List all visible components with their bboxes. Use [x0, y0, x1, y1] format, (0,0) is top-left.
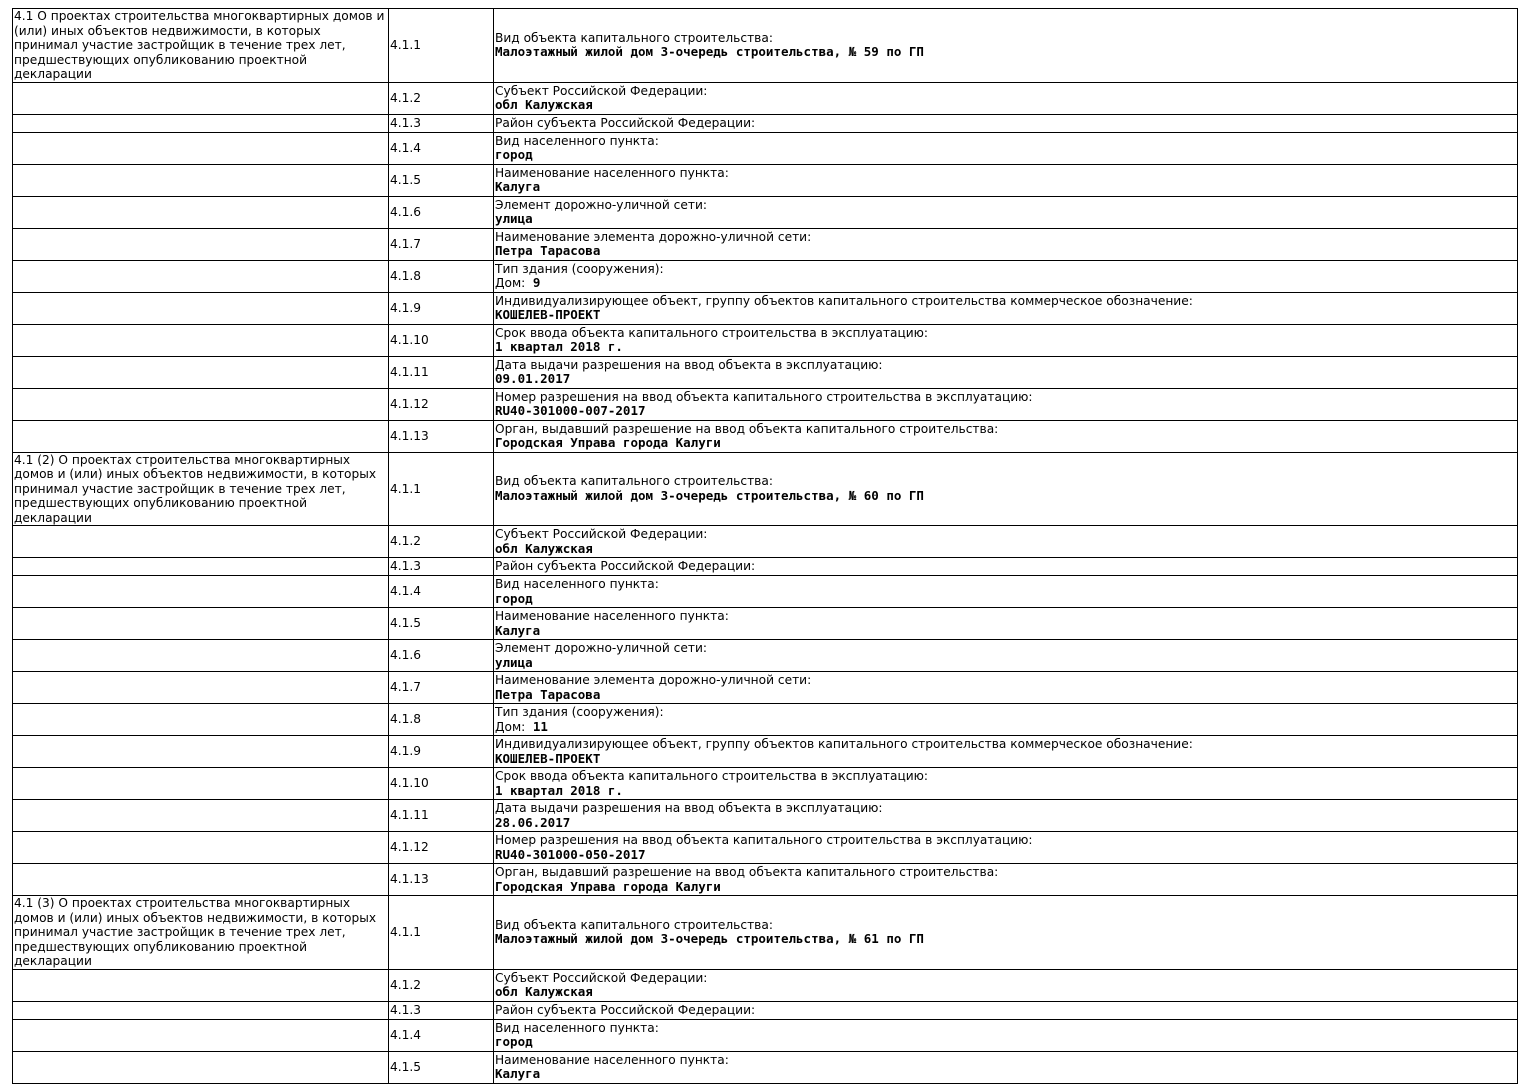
empty-cell: [13, 1051, 389, 1083]
item-label: Вид населенного пункта:: [495, 577, 659, 591]
item-label: Вид объекта капитального строительства:: [495, 917, 773, 932]
item-content: [494, 292, 1518, 324]
item-number: 4.1.8: [389, 704, 494, 736]
item-value-text: улица: [495, 211, 533, 226]
item-label: Индивидуализирующее объект, группу объектов капитального строительства коммерческое обозначение:: [495, 737, 1193, 751]
item-value: [495, 752, 1516, 767]
item-content: [494, 1051, 1518, 1083]
item-label: Район субъекта Российской Федерации:: [495, 559, 756, 574]
table-row: [13, 228, 1518, 260]
empty-cell: [13, 800, 389, 832]
table-row: [13, 324, 1518, 356]
table-row: [13, 1001, 1518, 1019]
item-number: 4.1.5: [389, 1051, 494, 1083]
item-number: 4.1.6: [389, 640, 494, 672]
item-label: Район субъекта Российской Федерации:: [495, 115, 756, 130]
item-value-prefix: Дом:: [495, 719, 526, 734]
item-number: 4.1.2: [389, 969, 494, 1001]
item-label: Субъект Российской Федерации:: [495, 970, 708, 985]
table-row: [13, 832, 1518, 864]
item-value-text: обл Калужская: [495, 540, 593, 556]
table-row: [13, 292, 1518, 324]
empty-cell: [13, 526, 389, 558]
empty-cell: [13, 1019, 389, 1051]
empty-cell: [13, 640, 389, 672]
item-content: [494, 420, 1518, 452]
empty-cell: [13, 292, 389, 324]
item-value: [495, 489, 1516, 504]
empty-cell: [13, 832, 389, 864]
table-row: [13, 864, 1518, 896]
item-number: 4.1.13: [389, 864, 494, 896]
table-row: [13, 736, 1518, 768]
empty-cell: [13, 1001, 389, 1019]
empty-cell: [13, 558, 389, 576]
item-content: [494, 1001, 1518, 1019]
item-label: Дата выдачи разрешения на ввод объекта в эксплуатацию:: [495, 801, 883, 815]
item-number: 4.1.10: [389, 324, 494, 356]
item-value: [495, 98, 1516, 113]
item-content: [494, 114, 1518, 132]
item-value-text: обл Калужская: [495, 984, 593, 999]
item-label: Элемент дорожно-уличной сети:: [495, 197, 707, 212]
item-value-text: 28.06.2017: [495, 814, 571, 830]
item-label: Тип здания (сооружения):: [495, 261, 664, 276]
item-number: 4.1.3: [389, 1001, 494, 1019]
item-value-text: 11: [532, 718, 548, 734]
item-value: [495, 404, 1516, 419]
section-title-cell: [13, 9, 389, 83]
item-content: [494, 558, 1518, 576]
item-content: [494, 132, 1518, 164]
item-label: Наименование населенного пункта:: [495, 609, 729, 623]
item-label: Вид населенного пункта:: [495, 133, 659, 148]
item-number: 4.1.5: [389, 164, 494, 196]
empty-cell: [13, 260, 389, 292]
item-value-text: 1 квартал 2018 г.: [495, 339, 623, 354]
section-title-cell: [13, 896, 389, 970]
empty-cell: [13, 576, 389, 608]
empty-cell: [13, 164, 389, 196]
table-row: [13, 260, 1518, 292]
empty-cell: [13, 672, 389, 704]
item-number: 4.1.4: [389, 1019, 494, 1051]
item-number: 4.1.1: [389, 9, 494, 83]
item-value-text: город: [495, 147, 533, 162]
table-row: [13, 356, 1518, 388]
item-content: [494, 832, 1518, 864]
item-value: [495, 542, 1516, 557]
item-value-text: Калуга: [495, 179, 541, 194]
item-label: Срок ввода объекта капитального строительства в эксплуатацию:: [495, 769, 929, 783]
item-value-text: RU40-301000-007-2017: [495, 403, 646, 418]
item-number: 4.1.7: [389, 672, 494, 704]
item-content: [494, 864, 1518, 896]
item-value: [495, 180, 1516, 195]
item-label: Вид населенного пункта:: [495, 1020, 659, 1035]
table-row: [13, 576, 1518, 608]
item-value-text: КОШЕЛЕВ-ПРОЕКТ: [495, 307, 601, 322]
declaration-table: [12, 8, 1518, 1084]
empty-cell: [13, 608, 389, 640]
item-content: [494, 969, 1518, 1001]
empty-cell: [13, 864, 389, 896]
item-content: [494, 82, 1518, 114]
item-value-text: город: [495, 590, 533, 606]
item-content: [494, 388, 1518, 420]
item-content: [494, 608, 1518, 640]
item-label: Наименование элемента дорожно-уличной сети:: [495, 229, 812, 244]
item-value: [495, 148, 1516, 163]
item-value-text: RU40-301000-050-2017: [495, 846, 646, 862]
item-value-text: Калуга: [495, 622, 541, 638]
item-value: [495, 276, 1516, 291]
item-number: 4.1.2: [389, 82, 494, 114]
empty-cell: [13, 768, 389, 800]
declaration-table-body: [13, 9, 1518, 1084]
item-content: [494, 896, 1518, 970]
item-value: [495, 932, 1516, 947]
item-value-text: Городская Управа города Калуги: [495, 435, 721, 450]
item-label: Орган, выдавший разрешение на ввод объекта капитального строительства:: [495, 865, 999, 879]
table-row: [13, 800, 1518, 832]
item-number: 4.1.1: [389, 896, 494, 970]
item-number: 4.1.4: [389, 132, 494, 164]
item-number: 4.1.6: [389, 196, 494, 228]
empty-cell: [13, 132, 389, 164]
item-content: [494, 672, 1518, 704]
item-value-prefix: Дом:: [495, 276, 526, 290]
empty-cell: [13, 704, 389, 736]
item-content: [494, 768, 1518, 800]
table-row: [13, 672, 1518, 704]
item-label: Наименование элемента дорожно-уличной сети:: [495, 673, 812, 687]
item-value: [495, 212, 1516, 227]
item-content: [494, 196, 1518, 228]
item-number: 4.1.11: [389, 800, 494, 832]
empty-cell: [13, 196, 389, 228]
section-title: 4.1 О проектах строительства многоквартирных домов и (или) иных объектов недвижимости, в которых принимал участие застройщик в течение трех лет, предшествующих опубликованию проектной декларации: [14, 9, 385, 81]
item-value: [495, 244, 1516, 259]
item-content: [494, 800, 1518, 832]
item-value-text: обл Калужская: [495, 97, 593, 112]
item-value: [495, 880, 1516, 895]
table-row: [13, 526, 1518, 558]
item-number: 4.1.3: [389, 114, 494, 132]
item-number: 4.1.5: [389, 608, 494, 640]
section-title: 4.1 (3) О проектах строительства многоквартирных домов и (или) иных объектов недвижимости, в которых принимал участие застройщик в течение трех лет, предшествующих опубликованию проектной декларации: [14, 896, 377, 968]
item-content: [494, 1019, 1518, 1051]
item-value: [495, 308, 1516, 323]
empty-cell: [13, 969, 389, 1001]
item-value: [495, 720, 1516, 735]
item-number: 4.1.1: [389, 452, 494, 526]
table-row: [13, 420, 1518, 452]
table-row: [13, 608, 1518, 640]
item-value-text: Малоэтажный жилой дом 3-очередь строительства, № 61 по ГП: [495, 931, 924, 947]
table-row: [13, 114, 1518, 132]
item-label: Наименование населенного пункта:: [495, 1052, 729, 1067]
item-value: [495, 45, 1516, 60]
item-content: [494, 356, 1518, 388]
item-label: Элемент дорожно-уличной сети:: [495, 641, 707, 655]
item-number: 4.1.3: [389, 558, 494, 576]
item-number: 4.1.12: [389, 388, 494, 420]
item-value: [495, 340, 1516, 355]
empty-cell: [13, 420, 389, 452]
empty-cell: [13, 736, 389, 768]
table-row: [13, 196, 1518, 228]
item-content: [494, 704, 1518, 736]
item-number: 4.1.9: [389, 292, 494, 324]
empty-cell: [13, 388, 389, 420]
table-row: [13, 164, 1518, 196]
table-row: [13, 1051, 1518, 1083]
item-label: Орган, выдавший разрешение на ввод объекта капитального строительства:: [495, 421, 999, 436]
empty-cell: [13, 324, 389, 356]
item-label: Вид объекта капитального строительства:: [495, 474, 773, 489]
table-row: [13, 896, 1518, 970]
item-content: [494, 640, 1518, 672]
item-number: 4.1.13: [389, 420, 494, 452]
item-number: 4.1.10: [389, 768, 494, 800]
item-value-text: Калуга: [495, 1066, 541, 1081]
item-label: Район субъекта Российской Федерации:: [495, 1002, 756, 1017]
item-value-text: Городская Управа города Калуги: [495, 878, 721, 894]
item-value: [495, 436, 1516, 451]
item-content: [494, 9, 1518, 83]
item-content: [494, 324, 1518, 356]
table-row: [13, 388, 1518, 420]
item-value-text: улица: [495, 654, 533, 670]
item-value-text: 9: [532, 275, 541, 290]
item-value-text: КОШЕЛЕВ-ПРОЕКТ: [495, 750, 601, 766]
table-row: [13, 640, 1518, 672]
item-label: Индивидуализирующее объект, группу объектов капитального строительства коммерческое обозначение:: [495, 293, 1193, 308]
item-number: 4.1.11: [389, 356, 494, 388]
item-value: [495, 592, 1516, 607]
item-number: 4.1.4: [389, 576, 494, 608]
table-row: [13, 452, 1518, 526]
item-content: [494, 228, 1518, 260]
item-value-text: 09.01.2017: [495, 371, 571, 386]
empty-cell: [13, 356, 389, 388]
item-label: Субъект Российской Федерации:: [495, 527, 708, 541]
section-title: 4.1 (2) О проектах строительства многоквартирных домов и (или) иных объектов недвижимости, в которых принимал участие застройщик в течение трех лет, предшествующих опубликованию проектной декларации: [14, 452, 377, 525]
section-title-cell: [13, 452, 389, 526]
item-value-text: Малоэтажный жилой дом 3-очередь строительства, № 59 по ГП: [495, 44, 924, 60]
item-content: [494, 260, 1518, 292]
item-content: [494, 164, 1518, 196]
item-value: [495, 372, 1516, 387]
item-label: Срок ввода объекта капитального строительства в эксплуатацию:: [495, 325, 929, 340]
item-value: [495, 848, 1516, 863]
item-number: 4.1.12: [389, 832, 494, 864]
empty-cell: [13, 114, 389, 132]
item-content: [494, 736, 1518, 768]
item-value: [495, 1035, 1516, 1050]
table-row: [13, 704, 1518, 736]
item-label: Номер разрешения на ввод объекта капитального строительства в эксплуатацию:: [495, 833, 1033, 847]
item-label: Вид объекта капитального строительства:: [495, 30, 773, 45]
item-value-text: Петра Тарасова: [495, 243, 601, 258]
table-row: [13, 132, 1518, 164]
item-content: [494, 452, 1518, 526]
item-value-text: Петра Тарасова: [495, 686, 601, 702]
item-value: [495, 688, 1516, 703]
item-label: Наименование населенного пункта:: [495, 165, 729, 180]
item-value: [495, 656, 1516, 671]
item-value-text: Малоэтажный жилой дом 3-очередь строительства, № 60 по ГП: [495, 487, 924, 503]
item-label: Дата выдачи разрешения на ввод объекта в эксплуатацию:: [495, 357, 883, 372]
table-row: [13, 768, 1518, 800]
table-row: [13, 969, 1518, 1001]
item-number: 4.1.8: [389, 260, 494, 292]
table-row: [13, 9, 1518, 83]
table-row: [13, 558, 1518, 576]
empty-cell: [13, 228, 389, 260]
item-content: [494, 526, 1518, 558]
item-number: 4.1.9: [389, 736, 494, 768]
item-value-text: 1 квартал 2018 г.: [495, 782, 623, 798]
item-label: Тип здания (сооружения):: [495, 705, 664, 719]
item-value: [495, 784, 1516, 799]
item-value-text: город: [495, 1034, 533, 1049]
item-value: [495, 1067, 1516, 1082]
item-value: [495, 624, 1516, 639]
table-row: [13, 82, 1518, 114]
item-label: Субъект Российской Федерации:: [495, 83, 708, 98]
item-label: Номер разрешения на ввод объекта капитального строительства в эксплуатацию:: [495, 389, 1033, 404]
item-value: [495, 816, 1516, 831]
table-row: [13, 1019, 1518, 1051]
item-number: 4.1.7: [389, 228, 494, 260]
item-content: [494, 576, 1518, 608]
item-value: [495, 985, 1516, 1000]
empty-cell: [13, 82, 389, 114]
item-number: 4.1.2: [389, 526, 494, 558]
